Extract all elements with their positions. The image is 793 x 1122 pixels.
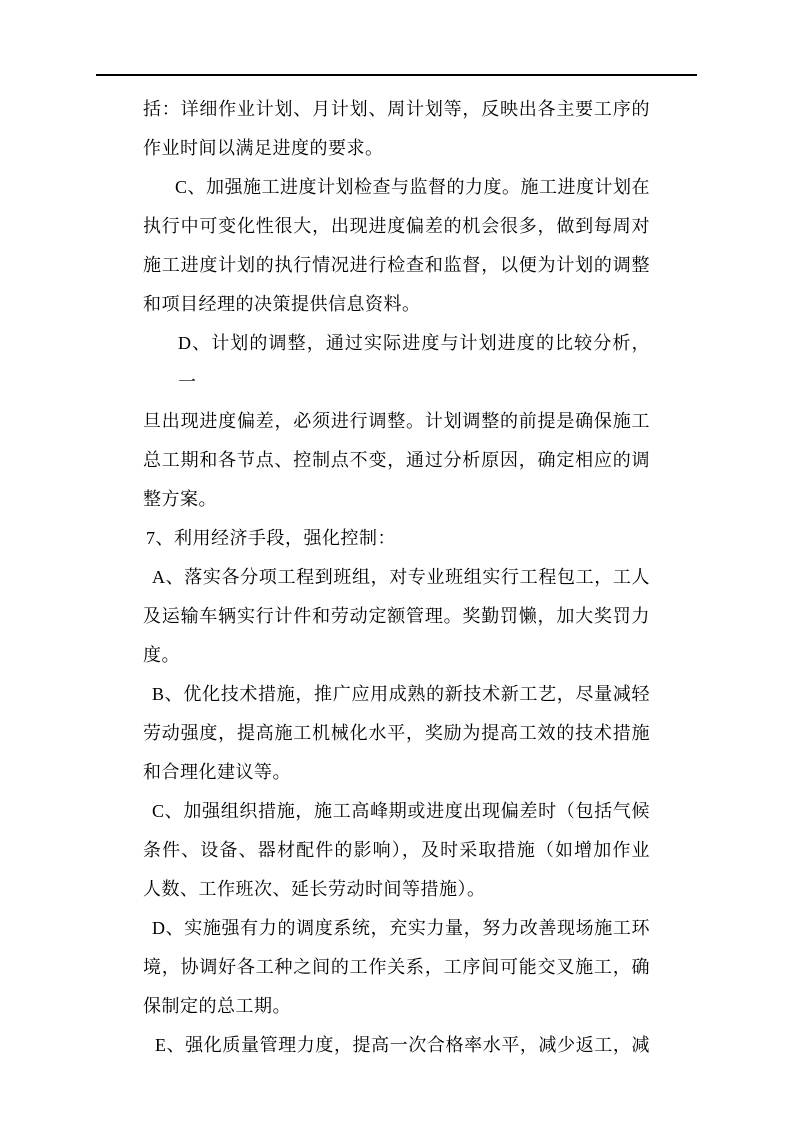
text-line: 括：详细作业计划、月计划、周计划等，反映出各主要工序的	[143, 99, 650, 119]
text-line: 境，协调好各工种之间的工作关系，工序间可能交叉施工，确	[143, 957, 650, 977]
text-line: 度。	[143, 645, 180, 665]
text-line: 人数、工作班次、延长劳动时间等措施）。	[143, 879, 486, 899]
text-line: 施工进度计划的执行情况进行检查和监督，以便为计划的调整	[143, 255, 650, 275]
text-line: 7、利用经济手段，强化控制：	[146, 528, 396, 548]
header-rule	[96, 74, 697, 76]
text-line: D、实施强有力的调度系统，充实力量，努力改善现场施工环	[152, 918, 650, 938]
text-line: 旦出现进度偏差，必须进行调整。计划调整的前提是确保施工	[143, 411, 650, 431]
text-line: 执行中可变化性很大，出现进度偏差的机会很多，做到每周对	[143, 216, 650, 236]
document-body	[143, 90, 650, 1065]
text-line: D、计划的调整，通过实际进度与计划进度的比较分析，一	[178, 333, 650, 392]
text-line: 和合理化建议等。	[143, 762, 291, 782]
text-line: C、加强施工进度计划检查与监督的力度。施工进度计划在	[175, 177, 651, 197]
text-line: 作业时间以满足进度的要求。	[143, 138, 384, 158]
text-line: 劳动强度，提高施工机械化水平，奖励为提高工效的技术措施	[143, 723, 650, 743]
text-line: 和项目经理的决策提供信息资料。	[143, 294, 421, 314]
text-line: C、加强组织措施，施工高峰期或进度出现偏差时（包括气候	[152, 801, 650, 821]
text-line: 及运输车辆实行计件和劳动定额管理。奖勤罚懒，加大奖罚力	[143, 606, 650, 626]
text-line: 总工期和各节点、控制点不变，通过分析原因，确定相应的调	[143, 450, 650, 470]
text-line: 保制定的总工期。	[143, 996, 291, 1016]
text-line: E、强化质量管理力度，提高一次合格率水平，减少返工，减	[155, 1035, 650, 1055]
text-line: 整方案。	[143, 489, 217, 509]
text-line: B、优化技术措施，推广应用成熟的新技术新工艺，尽量减轻	[152, 684, 650, 704]
text-line: A、落实各分项工程到班组，对专业班组实行工程包工，工人	[152, 567, 650, 587]
text-line: 条件、设备、器材配件的影响），及时采取措施（如增加作业	[143, 840, 650, 860]
